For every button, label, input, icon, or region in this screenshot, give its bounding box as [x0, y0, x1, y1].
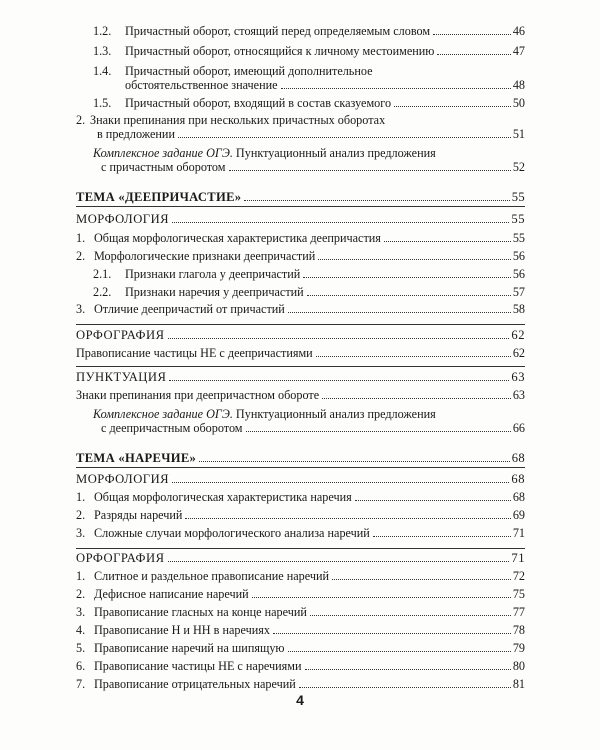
dot-leader	[185, 518, 510, 519]
entry-number: 5.	[76, 641, 86, 655]
entry-number: 3.	[76, 302, 86, 316]
section-page: 55	[511, 212, 525, 226]
section-heading[interactable]	[76, 370, 525, 384]
dot-leader	[273, 633, 511, 634]
toc-entry[interactable]	[93, 24, 525, 38]
entry-number: 1.4.	[93, 64, 112, 78]
entry-page: 47	[512, 44, 525, 58]
entry-title: Правописание отрицательных наречий	[94, 677, 296, 691]
task-title-line2: с причастным оборотом	[101, 160, 226, 174]
entry-title-line2: обстоятельственное значение	[125, 78, 278, 92]
divider	[76, 548, 525, 549]
entry-page: 46	[512, 24, 525, 38]
dot-leader	[394, 106, 511, 107]
dot-leader	[229, 170, 511, 171]
divider	[76, 206, 525, 207]
section-title: МОРФОЛОГИЯ	[76, 472, 170, 486]
toc-entry[interactable]	[101, 421, 525, 435]
toc-entry[interactable]	[76, 388, 525, 402]
toc-entry[interactable]	[93, 285, 525, 299]
entry-title: Причастный оборот, входящий в состав сказуемого	[125, 96, 392, 110]
dot-leader	[316, 356, 511, 357]
entry-title: Знаки препинания при деепричастном обороте	[76, 388, 320, 402]
dot-leader	[433, 34, 511, 35]
theme-heading[interactable]	[76, 190, 525, 204]
entry-number: 3.	[76, 605, 86, 619]
entry-page: 51	[512, 127, 525, 141]
entry-title: Общая морфологическая характеристика деепричастия	[94, 231, 381, 245]
entry-title-line1: Причастный оборот, имеющий дополнительное	[125, 64, 373, 78]
task-title-line1	[93, 146, 436, 160]
entry-number: 2.	[76, 587, 86, 601]
entry-page: 66	[512, 421, 525, 435]
toc-entry[interactable]	[76, 569, 525, 583]
toc-entry[interactable]	[76, 249, 525, 263]
toc-entry[interactable]	[93, 96, 525, 110]
dot-leader	[288, 312, 511, 313]
toc-entry[interactable]	[76, 490, 525, 504]
divider	[76, 366, 525, 367]
entry-number: 1.5.	[93, 96, 112, 110]
section-title: ОРФОГРАФИЯ	[76, 328, 165, 342]
entry-page: 57	[512, 285, 525, 299]
dot-leader	[169, 380, 509, 381]
entry-number: 3.	[76, 526, 86, 540]
entry-title: Признаки глагола у деепричастий	[125, 267, 301, 281]
divider	[76, 467, 525, 468]
toc-entry[interactable]	[93, 44, 525, 58]
entry-number: 1.2.	[93, 24, 112, 38]
entry-number: 1.3.	[93, 44, 112, 58]
toc-entry[interactable]	[76, 605, 525, 619]
entry-title-line1: Знаки препинания при нескольких причастных оборотах	[90, 113, 386, 127]
entry-page: 63	[512, 388, 525, 402]
entry-title: Отличие деепричастий от причастий	[94, 302, 285, 316]
entry-page: 79	[512, 641, 525, 655]
entry-number: 1.	[76, 490, 86, 504]
dot-leader	[384, 241, 511, 242]
entry-number: 2.	[76, 508, 86, 522]
entry-title-line2: в предложении	[97, 127, 175, 141]
section-page: 68	[511, 472, 525, 486]
entry-title: Сложные случаи морфологического анализа наречий	[94, 526, 370, 540]
entry-title: Причастный оборот, относящийся к личному местоимению	[125, 44, 435, 58]
dot-leader	[168, 338, 510, 339]
dot-leader	[244, 200, 509, 201]
section-page: 62	[511, 328, 525, 342]
task-label: Комплексное задание ОГЭ.	[93, 407, 233, 421]
entry-number: 1.	[76, 569, 86, 583]
entry-number: 7.	[76, 677, 86, 691]
dot-leader	[288, 651, 511, 652]
dot-leader	[281, 88, 511, 89]
theme-page: 55	[511, 190, 525, 204]
toc-entry[interactable]	[76, 302, 525, 316]
toc-entry[interactable]	[76, 623, 525, 637]
entry-title: Правописание гласных на конце наречий	[94, 605, 307, 619]
theme-title: ТЕМА «ДЕЕПРИЧАСТИЕ»	[76, 190, 242, 204]
entry-number: 2.	[76, 249, 86, 263]
entry-title: Правописание частицы НЕ с наречиями	[94, 659, 302, 673]
dot-leader	[305, 669, 511, 670]
entry-page: 56	[512, 267, 525, 281]
toc-entry[interactable]	[76, 508, 525, 522]
entry-number: 2.	[76, 113, 86, 127]
entry-page: 81	[512, 677, 525, 691]
dot-leader	[373, 536, 511, 537]
dot-leader	[322, 398, 511, 399]
section-heading[interactable]	[76, 328, 525, 342]
section-title: ПУНКТУАЦИЯ	[76, 370, 167, 384]
entry-number: 4.	[76, 623, 86, 637]
entry-title: Разряды наречий	[94, 508, 183, 522]
toc-entry[interactable]	[125, 78, 525, 92]
divider	[76, 324, 525, 325]
entry-page: 69	[512, 508, 525, 522]
dot-leader	[299, 687, 511, 688]
entry-page: 78	[512, 623, 525, 637]
dot-leader	[310, 615, 511, 616]
entry-number: 1.	[76, 231, 86, 245]
section-title: ОРФОГРАФИЯ	[76, 551, 165, 565]
entry-number: 2.1.	[93, 267, 112, 281]
entry-title: Общая морфологическая характеристика наречия	[94, 490, 352, 504]
entry-title: Признаки наречия у деепричастий	[125, 285, 304, 299]
section-heading[interactable]	[76, 551, 525, 565]
toc-entry[interactable]	[76, 346, 525, 360]
dot-leader	[168, 561, 510, 562]
entry-title: Причастный оборот, стоящий перед определяемым словом	[125, 24, 431, 38]
entry-page: 50	[512, 96, 525, 110]
entry-title: Правописание наречий на шипящую	[94, 641, 285, 655]
toc-entry[interactable]	[93, 267, 525, 281]
toc-entry[interactable]	[76, 641, 525, 655]
theme-heading[interactable]	[76, 451, 525, 465]
entry-page: 56	[512, 249, 525, 263]
entry-page: 48	[512, 78, 525, 92]
entry-page: 58	[512, 302, 525, 316]
toc-entry[interactable]	[76, 677, 525, 691]
entry-title: Правописание частицы НЕ с деепричастиями	[76, 346, 313, 360]
entry-number: 2.2.	[93, 285, 112, 299]
dot-leader	[252, 597, 511, 598]
dot-leader	[355, 500, 511, 501]
toc-entry[interactable]	[76, 587, 525, 601]
section-page: 63	[511, 370, 525, 384]
task-title-line1	[93, 407, 436, 421]
dot-leader	[172, 222, 509, 223]
entry-page: 77	[512, 605, 525, 619]
dot-leader	[332, 579, 511, 580]
entry-title: Морфологические признаки деепричастий	[94, 249, 316, 263]
entry-page: 62	[512, 346, 525, 360]
dot-leader	[307, 295, 511, 296]
entry-page: 80	[512, 659, 525, 673]
entry-page: 72	[512, 569, 525, 583]
task-label: Комплексное задание ОГЭ.	[93, 146, 233, 160]
entry-title: Слитное и раздельное правописание наречий	[94, 569, 330, 583]
section-title: МОРФОЛОГИЯ	[76, 212, 170, 226]
dot-leader	[303, 277, 511, 278]
toc-entry[interactable]	[97, 127, 525, 141]
dot-leader	[246, 431, 511, 432]
toc-entry[interactable]	[76, 231, 525, 245]
entry-page: 55	[512, 231, 525, 245]
page-number: 4	[296, 692, 304, 708]
dot-leader	[178, 137, 511, 138]
task-text: Пунктуационный анализ предложения	[235, 407, 436, 421]
toc-entry[interactable]	[76, 526, 525, 540]
dot-leader	[318, 259, 511, 260]
toc-entry[interactable]	[101, 160, 525, 174]
dot-leader	[437, 54, 510, 55]
toc-entry[interactable]	[76, 659, 525, 673]
entry-page: 71	[512, 526, 525, 540]
entry-title: Правописание Н и НН в наречиях	[94, 623, 270, 637]
entry-page: 75	[512, 587, 525, 601]
theme-page: 68	[511, 451, 525, 465]
entry-page: 68	[512, 490, 525, 504]
entry-title: Дефисное написание наречий	[94, 587, 249, 601]
section-heading[interactable]	[76, 212, 525, 226]
section-heading[interactable]	[76, 472, 525, 486]
theme-title: ТЕМА «НАРЕЧИЕ»	[76, 451, 197, 465]
task-text: Пунктуационный анализ предложения	[235, 146, 436, 160]
task-title-line2: с деепричастным оборотом	[101, 421, 243, 435]
entry-number: 6.	[76, 659, 86, 673]
dot-leader	[199, 461, 510, 462]
entry-page: 52	[512, 160, 525, 174]
section-page: 71	[511, 551, 525, 565]
dot-leader	[172, 482, 509, 483]
